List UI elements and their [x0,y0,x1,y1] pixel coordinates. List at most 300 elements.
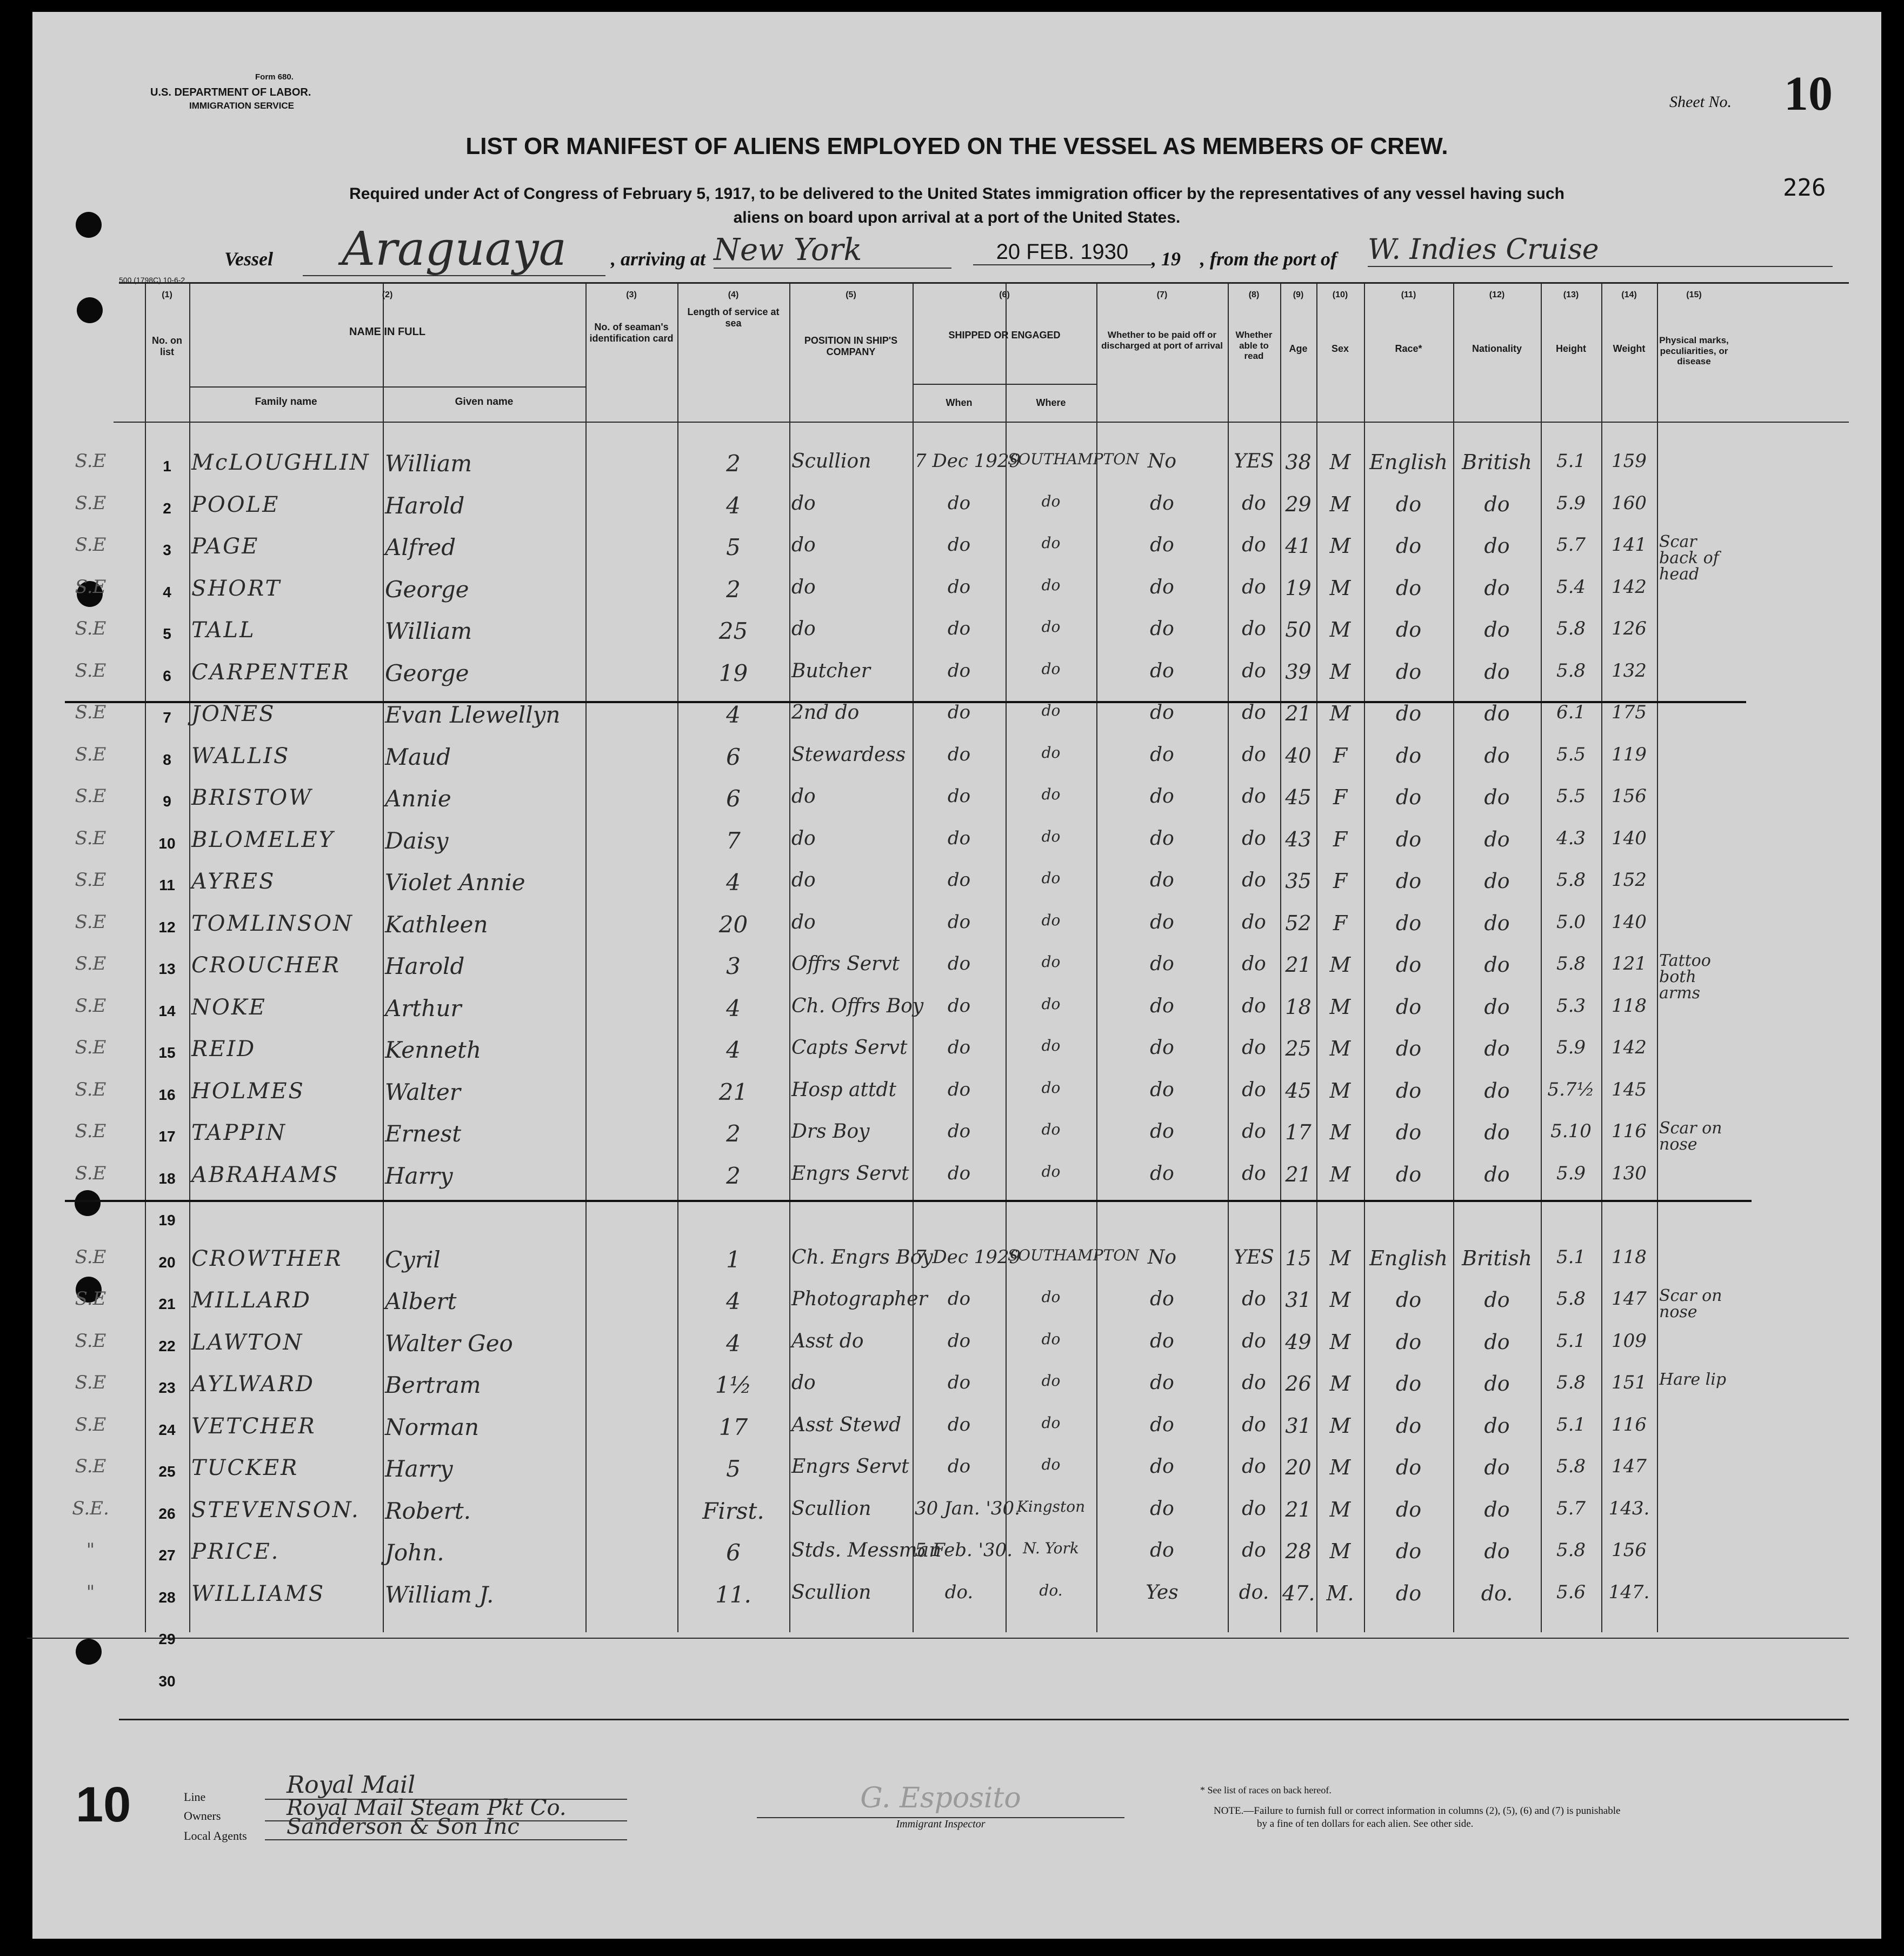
table-row [65,1242,1741,1284]
col-4-number: (4) [728,290,739,299]
cell-family: CROWTHER [191,1246,343,1271]
cell-paid: do [1150,743,1174,766]
cell-sex: M [1329,534,1351,558]
cell-position: Scullion [791,450,871,472]
table-row [65,739,1741,782]
department: U.S. DEPARTMENT OF LABOR. [150,86,311,98]
cell-age: 21 [1285,1497,1312,1521]
cell-read: do [1242,1497,1266,1520]
cell-weight: 147 [1612,1456,1647,1477]
col-13-number: (13) [1563,290,1579,299]
cell-paid: do [1150,785,1174,807]
cell-no: 25 [158,1463,176,1480]
cell-service: 1 [726,1246,741,1273]
crew-table [72,282,1849,1720]
cell-read: do [1242,1372,1266,1394]
cell-where: SOUTHAMPTON [1008,450,1139,468]
service: IMMIGRATION SERVICE [189,101,294,111]
table-row [65,907,1741,949]
cell-when: do [947,659,971,682]
cell-where: do [1041,492,1061,510]
cell-nat: do [1484,1372,1510,1396]
col-sex-header: Sex [1331,343,1349,354]
cell-nat: do [1484,1413,1510,1438]
cell-when: do [947,1037,971,1058]
cell-family: PAGE [191,534,259,559]
cell-where: do [1041,659,1061,678]
cell-weight: 175 [1612,702,1647,723]
cell-position: Stewardess [791,743,906,766]
cell-no: 1 [163,458,171,475]
cell-service: 2 [726,1120,741,1147]
cell-given: Bertram [385,1372,481,1398]
cell-race: do [1395,1456,1422,1479]
cell-height: 5.7 [1556,1497,1586,1519]
line-label: Line [184,1790,206,1804]
cell-nat: do [1484,743,1510,767]
cell-paid: do [1150,492,1174,515]
row-mark: S.E [75,953,106,974]
table-row [65,991,1741,1033]
col-weight-header: Weight [1613,343,1646,354]
cell-read: do [1242,1288,1266,1310]
cell-given: Harry [385,1162,453,1189]
owners-label: Owners [184,1809,221,1823]
cell-sex: M [1329,1288,1351,1312]
cell-family: TOMLINSON [191,911,354,936]
cell-paid: do [1150,1456,1174,1478]
col-no-on-list-header: No. on list [152,335,182,357]
cell-age: 21 [1285,702,1312,725]
cell-where: do. [1039,1581,1063,1599]
cell-no: 2 [163,499,171,517]
header-bottom-rule [114,422,1849,423]
cell-service: 4 [726,994,741,1022]
cell-nat: do [1484,1330,1510,1354]
col-nationality-header: Nationality [1472,343,1522,354]
cell-nat: do [1484,1078,1510,1103]
cell-age: 45 [1285,785,1312,809]
cell-nat: do [1484,576,1510,600]
cell-when: do [947,1120,971,1142]
cell-paid: do [1150,953,1174,975]
cell-when: do [947,1288,971,1310]
cell-sex: M [1329,1456,1351,1479]
cell-age: 31 [1285,1413,1312,1438]
cell-race: do [1395,492,1422,516]
cell-when: do [947,827,971,849]
cell-weight: 130 [1612,1162,1647,1184]
cell-given: Robert. [385,1497,471,1524]
table-row [65,656,1741,698]
cell-read: do [1242,492,1266,515]
col-15-number: (15) [1686,290,1702,299]
cell-nat: do [1484,492,1510,516]
cell-age: 43 [1285,827,1312,851]
cell-paid: do [1150,702,1174,724]
cell-sex: M [1329,1120,1351,1144]
table-row [65,1074,1741,1117]
cell-height: 5.1 [1556,1413,1586,1436]
cell-position: do [791,534,816,556]
cell-read: do. [1239,1581,1269,1604]
cell-race: do [1395,1330,1422,1354]
cell-read: do [1242,534,1266,556]
cell-age: 39 [1285,659,1312,684]
cell-nat: do [1484,1288,1510,1312]
cell-where: do [1041,1330,1061,1348]
col-height-header: Height [1556,343,1586,354]
col-12-number: (12) [1489,290,1505,299]
cell-given: Daisy [385,827,449,854]
cell-given: William [385,450,472,477]
cell-when: do [947,1330,971,1352]
row-mark: S.E [75,576,106,598]
agents-value: Sanderson & Son Inc [265,1814,627,1840]
cell-where: do [1041,869,1061,887]
table-row [65,1200,1741,1242]
cell-weight: 140 [1612,911,1647,933]
cell-nat: do [1484,953,1510,977]
col-1-number: (1) [162,290,172,299]
cell-where: do [1041,743,1061,762]
cell-weight: 151 [1612,1372,1647,1393]
row-mark: S.E [75,743,106,765]
cell-paid: do [1150,911,1174,933]
cell-paid: do [1150,1288,1174,1310]
cell-sex: M [1329,618,1351,642]
cell-family: NOKE [191,994,267,1020]
inspector-signature: G. Esposito [860,1782,1021,1814]
row-mark: S.E [75,618,106,639]
cell-where: do [1041,1288,1061,1306]
cell-age: 15 [1285,1246,1312,1270]
cell-age: 28 [1285,1539,1312,1563]
cell-given: Harold [385,492,465,519]
cell-no: 28 [158,1588,176,1606]
cell-marks: Hare lip [1659,1370,1727,1389]
cell-height: 5.0 [1556,911,1586,933]
cell-no: 13 [158,960,176,977]
cell-nat: do [1484,618,1510,642]
cell-when: 30 Jan. '30. [915,1497,1020,1519]
cell-read: do [1242,1037,1266,1059]
cell-family: AYRES [191,869,276,894]
cell-read: do [1242,1120,1266,1143]
table-row [65,446,1741,488]
cell-height: 5.8 [1556,1456,1586,1477]
cell-service: 5 [726,1456,741,1482]
cell-where: do [1041,785,1061,803]
cell-read: do [1242,1162,1266,1185]
cell-weight: 142 [1612,576,1647,598]
table-row [65,488,1741,530]
cell-no: 20 [158,1253,176,1271]
cell-position: Ch. Offrs Boy [791,994,924,1017]
cell-given: Walter [385,1078,461,1105]
cell-where: do [1041,576,1061,594]
cell-nat: do [1484,702,1510,725]
cell-position: do [791,911,816,933]
cell-where: do [1041,534,1061,552]
cell-no: 8 [163,751,171,768]
cell-height: 5.9 [1556,1037,1586,1058]
row-mark: S.E [75,1162,106,1184]
cell-given: Walter Geo [385,1330,513,1357]
cell-sex: F [1333,827,1348,851]
row-mark: S.E [75,1037,106,1058]
cell-age: 26 [1285,1372,1312,1396]
cell-family: BRISTOW [191,785,313,810]
cell-age: 49 [1285,1330,1312,1354]
row-mark: " [86,1581,95,1603]
cell-weight: 159 [1612,450,1647,472]
cell-position: Engrs Servt [791,1456,909,1478]
cell-sex: F [1333,869,1348,893]
cell-paid: do [1150,1539,1174,1561]
cell-weight: 142 [1612,1037,1647,1058]
arriving-label: , arriving at [611,248,706,270]
cell-marks: Scar on nose [1659,1119,1722,1154]
cell-sex: M [1329,994,1351,1019]
cell-sex: F [1333,785,1348,809]
cell-given: Kenneth [385,1037,481,1063]
cell-position: Capts Servt [791,1037,908,1059]
cell-paid: No [1147,1246,1177,1269]
table-row [65,1410,1741,1452]
cell-position: Stds. Messman [791,1539,942,1561]
cell-position: Hosp attdt [791,1078,896,1101]
cell-position: do [791,576,816,598]
cell-race: do [1395,994,1422,1019]
cell-when: do [947,785,971,807]
cell-sex: M [1329,1162,1351,1186]
cell-height: 5.8 [1556,1372,1586,1393]
cell-no: 10 [158,835,176,852]
cell-no: 19 [158,1212,176,1229]
cell-no: 9 [163,793,171,810]
cell-weight: 109 [1612,1330,1647,1352]
cell-race: do [1395,911,1422,935]
line-value: Royal Mail [265,1771,627,1800]
row-mark: S.E [75,450,106,472]
manifest-sheet [32,12,1881,1939]
cell-paid: do [1150,1078,1174,1101]
cell-where: do [1041,1037,1061,1054]
cell-service: 7 [726,827,741,854]
cell-age: 20 [1285,1456,1312,1479]
cell-given: George [385,659,469,686]
cell-nat: do [1484,994,1510,1019]
cell-weight: 116 [1612,1413,1647,1436]
cell-when: do [947,994,971,1017]
print-code: 500 (1798C) 10-6-2 [119,276,185,284]
cell-no: 4 [163,583,171,600]
cell-nat: do [1484,785,1510,809]
cell-race: English [1369,450,1448,474]
row-mark: S.E [75,869,106,891]
cell-when: do [947,492,971,514]
cell-service: 11. [715,1581,751,1608]
cell-service: 1½ [715,1372,752,1398]
cell-height: 5.7 [1556,534,1586,556]
cell-age: 47. [1282,1581,1315,1605]
table-row [65,1116,1741,1158]
cell-weight: 132 [1612,659,1647,682]
cell-nat: do. [1481,1581,1513,1605]
cell-read: do [1242,911,1266,933]
year-label: , 19 [1151,248,1181,270]
cell-age: 31 [1285,1288,1312,1312]
form-number: Form 680. [255,72,294,82]
col-read-header: Whether able to read [1235,330,1273,362]
cell-no: 15 [158,1044,176,1061]
cell-family: TUCKER [191,1456,299,1480]
subtitle-line-1: Required under Act of Congress of February 5, 1917, to be delivered to the United States immigration officer by the representatives of any vessel having such [349,185,1565,203]
cell-service: 2 [726,450,741,477]
cell-given: William J. [385,1581,494,1608]
table-row [65,781,1741,823]
cell-weight: 116 [1612,1120,1647,1142]
cell-when: do [947,576,971,598]
cell-when: 7 Dec 1929 [915,450,1021,472]
cell-nat: British [1462,450,1532,474]
cell-paid: do [1150,827,1174,850]
strike-line-row-7 [65,701,1746,703]
cell-nat: do [1484,1497,1510,1521]
col-5-number: (5) [846,290,856,299]
cell-read: do [1242,869,1266,891]
cell-no: 11 [159,877,175,893]
cell-height: 5.8 [1556,1539,1586,1561]
cell-race: do [1395,1413,1422,1438]
cell-when: do. [944,1581,974,1603]
cell-weight: 156 [1612,785,1647,807]
cell-position: do [791,827,816,850]
cell-sex: M [1329,659,1351,684]
cell-service: 4 [726,1288,741,1314]
owners-value: Royal Mail Steam Pkt Co. [265,1795,627,1821]
cell-when: do [947,1413,971,1436]
cell-given: Albert [385,1288,457,1314]
cell-service: 4 [726,702,741,728]
cell-service: 6 [726,743,741,770]
cell-height: 5.1 [1556,1246,1586,1268]
cell-where: do [1041,1120,1061,1138]
cell-no: 18 [158,1170,176,1187]
cell-sex: F [1333,743,1348,767]
cell-no: 14 [158,1002,176,1019]
cell-weight: 160 [1612,492,1647,514]
cell-age: 35 [1285,869,1312,893]
cell-when: do [947,1372,971,1393]
col-given-name-header: Given name [455,396,514,408]
cell-where: do [1041,911,1061,929]
cell-paid: do [1150,1413,1174,1436]
cell-given: Violet Annie [385,869,525,896]
table-row [65,1284,1741,1326]
table-row [65,1326,1741,1368]
cell-where: do [1041,1456,1061,1473]
cell-paid: No [1147,450,1177,472]
cell-given: Ernest [385,1120,462,1147]
from-label: , from the port of [1200,248,1337,270]
row-mark: S.E. [72,1497,109,1519]
cell-age: 40 [1285,743,1312,767]
table-row [65,1661,1741,1703]
cell-where: do [1041,827,1061,845]
cell-family: CARPENTER [191,659,350,685]
cell-race: do [1395,576,1422,600]
cell-sex: M [1329,953,1351,977]
cell-height: 5.8 [1556,869,1586,891]
cell-age: 52 [1285,911,1312,935]
cell-paid: do [1150,1497,1174,1520]
row-mark: S.E [75,1288,106,1310]
cell-given: Harry [385,1456,453,1482]
cell-position: do [791,1372,816,1394]
cell-position: Asst Stewd [791,1413,902,1436]
cell-when: do [947,869,971,891]
row-mark: S.E [75,1413,106,1436]
col-position-header: POSITION IN SHIP'S COMPANY [804,335,898,357]
cell-nat: do [1484,1456,1510,1479]
cell-no: 16 [158,1086,176,1103]
table-row [65,1619,1741,1661]
cell-position: Ch. Engrs Boy [791,1246,933,1269]
inspector-label: Immigrant Inspector [757,1817,1124,1831]
col-3-number: (3) [626,290,637,299]
cell-family: AYLWARD [191,1372,315,1397]
cell-weight: 156 [1612,1539,1647,1561]
row-mark: S.E [75,1078,106,1100]
cell-race: do [1395,1078,1422,1103]
cell-paid: do [1150,1037,1174,1059]
cell-where: do [1041,1413,1061,1432]
row-mark: S.E [75,785,106,807]
cell-height: 5.5 [1556,743,1586,765]
cell-race: do [1395,1120,1422,1144]
cell-no: 12 [158,918,176,936]
cell-height: 5.9 [1556,1162,1586,1184]
cell-read: do [1242,1078,1266,1101]
cell-nat: do [1484,827,1510,851]
cell-sex: M [1329,1413,1351,1438]
cell-weight: 121 [1612,953,1647,974]
cell-where: do [1041,1162,1061,1180]
cell-paid: do [1150,994,1174,1017]
table-row [65,697,1741,739]
cell-read: do [1242,1413,1266,1436]
row-mark: S.E [75,1120,106,1142]
table-row [65,613,1741,656]
cell-race: do [1395,1288,1422,1312]
table-row [65,1577,1741,1619]
agents-label: Local Agents [184,1829,247,1842]
cell-marks: Scar on nose [1659,1286,1722,1321]
cell-race: English [1369,1246,1448,1270]
col-shipped-header: SHIPPED OR ENGAGED [948,330,1061,341]
row-mark: S.E [75,702,106,723]
subtitle-line-2: aliens on board upon arrival at a port of the United States. [733,209,1181,226]
cell-age: 21 [1285,953,1312,977]
header-rule [383,386,585,388]
table-row [65,949,1741,1003]
arriving-port: New York [714,232,951,269]
cell-nat: do [1484,1162,1510,1186]
cell-nat: British [1462,1246,1532,1270]
cell-when: do [947,534,971,556]
